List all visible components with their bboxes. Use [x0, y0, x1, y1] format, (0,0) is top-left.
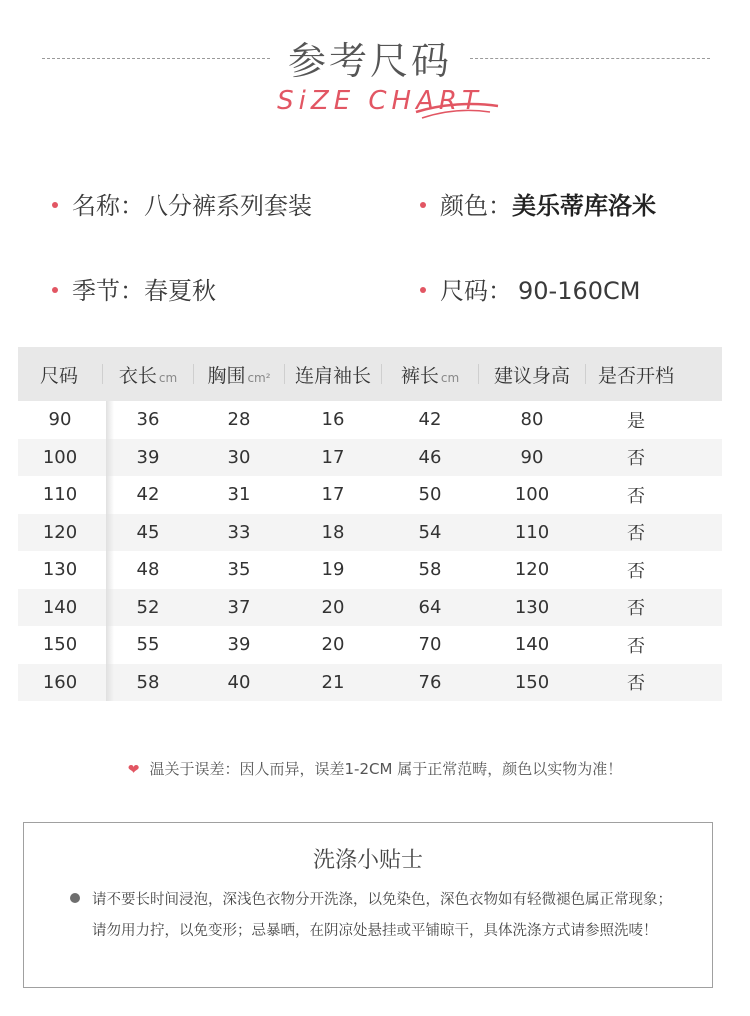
- table-cell: 45: [136, 521, 160, 543]
- divider-right: [470, 58, 710, 59]
- table-cell: 36: [136, 409, 160, 431]
- table-cell: 120: [514, 559, 550, 581]
- table-row: [18, 401, 722, 439]
- table-cell: 17: [321, 446, 345, 468]
- size-chart-table: [18, 347, 722, 701]
- table-row: [18, 664, 722, 702]
- column-shadow: [106, 401, 114, 701]
- size-range: 90-160CM: [518, 277, 641, 305]
- header-cell: 建议身高: [493, 364, 570, 387]
- table-cell: 100: [514, 484, 550, 506]
- table-cell: 76: [418, 671, 442, 693]
- table-cell: 是: [627, 410, 645, 432]
- table-cell: 130: [514, 596, 550, 618]
- table-cell: 150: [42, 634, 78, 656]
- heart-icon: ❤: [127, 762, 140, 778]
- care-text: 请不要长时间浸泡，深浅色衣物分开洗涤，以免染色，深色衣物如有轻微褪色属正常现象；请勿用力拧，以免变形；忌暴晒，在阴凉处悬挂或平铺晾干，具体洗涤方式请参照洗唛！: [92, 892, 672, 939]
- page-subtitle: SiZE CHART: [277, 86, 483, 116]
- error-notice: ❤ 温关于误差：因人而异，误差1-2CM 属于正常范畴，颜色以实物为准！: [127, 760, 623, 778]
- table-row: [18, 626, 722, 664]
- table-cell: 58: [418, 559, 442, 581]
- table-cell: 90: [48, 409, 72, 431]
- table-cell: 33: [227, 521, 251, 543]
- table-cell: 55: [136, 634, 160, 656]
- table-cell: 19: [321, 559, 345, 581]
- table-cell: 54: [418, 521, 442, 543]
- care-title: 洗涤小贴士: [312, 848, 423, 873]
- divider-left: [42, 58, 270, 59]
- table-cell: 64: [418, 596, 442, 618]
- table-row: [18, 589, 722, 627]
- page-title: 参考尺码: [287, 39, 452, 83]
- table-cell: 20: [321, 634, 345, 656]
- table-cell: 37: [227, 596, 251, 618]
- pink-dot-icon: [52, 287, 58, 293]
- table-cell: 28: [227, 409, 251, 431]
- table-cell: 110: [514, 521, 550, 543]
- table-cell: 42: [136, 484, 160, 506]
- table-row: [18, 476, 722, 514]
- care-tips-box: [23, 822, 713, 988]
- table-row: [18, 551, 722, 589]
- info-size: 尺码： 90-160CM: [420, 271, 640, 306]
- table-cell: 70: [418, 634, 442, 656]
- table-cell: 否: [627, 560, 645, 582]
- table-cell: 80: [520, 409, 544, 431]
- table-cell: 130: [42, 559, 78, 581]
- table-cell: 39: [227, 634, 251, 656]
- info-color: 颜色：美乐蒂库洛米: [420, 186, 656, 221]
- table-cell: 46: [418, 446, 442, 468]
- header-cell: 连肩袖长: [294, 364, 371, 387]
- table-cell: 否: [627, 673, 645, 695]
- table-cell: 否: [627, 598, 645, 620]
- table-cell: 58: [136, 671, 160, 693]
- table-cell: 40: [227, 671, 251, 693]
- pink-dot-icon: [420, 287, 426, 293]
- table-cell: 39: [136, 446, 160, 468]
- header-cell: 胸围 cm²: [207, 364, 271, 387]
- header-cell: 是否开档: [597, 364, 674, 387]
- table-cell: 52: [136, 596, 160, 618]
- table-cell: 18: [321, 521, 345, 543]
- table-cell: 30: [227, 446, 251, 468]
- color-value: 美乐蒂库洛米: [512, 192, 656, 220]
- header-cell: 衣长 cm: [118, 364, 178, 387]
- table-cell: 17: [321, 484, 345, 506]
- table-cell: 140: [514, 634, 550, 656]
- table-cell: 160: [42, 671, 78, 693]
- table-cell: 100: [42, 446, 78, 468]
- table-cell: 21: [321, 671, 345, 693]
- table-cell: 42: [418, 409, 442, 431]
- table-cell: 140: [42, 596, 78, 618]
- info-name: 名称：八分裤系列套装: [52, 186, 312, 221]
- table-cell: 16: [321, 409, 345, 431]
- table-cell: 20: [321, 596, 345, 618]
- table-row: [18, 439, 722, 477]
- table-cell: 否: [627, 635, 645, 657]
- table-body: [18, 401, 722, 701]
- table-cell: 150: [514, 671, 550, 693]
- table-cell: 50: [418, 484, 442, 506]
- swoosh-icon: [412, 96, 502, 126]
- table-cell: 110: [42, 484, 78, 506]
- table-cell: 31: [227, 484, 251, 506]
- header-cell: 裤长 cm: [400, 364, 460, 387]
- table-cell: 48: [136, 559, 160, 581]
- header: [0, 0, 750, 140]
- table-cell: 90: [520, 446, 544, 468]
- info-season: 季节：春夏秋: [52, 271, 216, 306]
- table-cell: 否: [627, 448, 645, 470]
- table-cell: 35: [227, 559, 251, 581]
- table-header-row: [18, 347, 722, 401]
- table-cell: 120: [42, 521, 78, 543]
- table-row: [18, 514, 722, 552]
- table-cell: 否: [627, 485, 645, 507]
- header-cell: 尺码: [40, 364, 79, 387]
- pink-dot-icon: [52, 202, 58, 208]
- bullet-icon: [70, 893, 80, 903]
- table-cell: 否: [627, 523, 645, 545]
- pink-dot-icon: [420, 202, 426, 208]
